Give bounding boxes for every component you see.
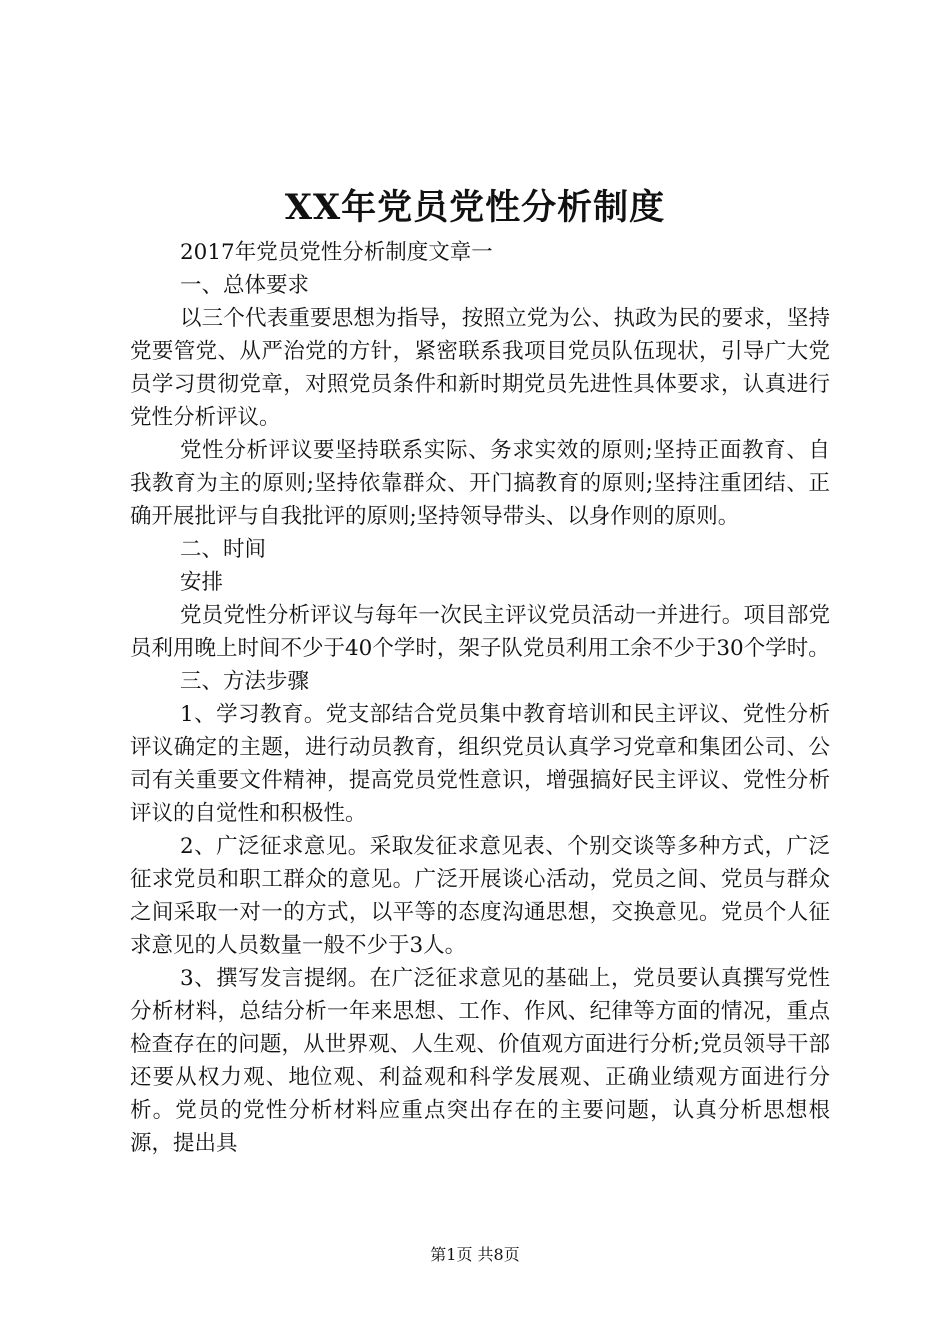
paragraph-heading-3: 三、方法步骤 <box>180 669 310 694</box>
document-title: XX年党员党性分析制度 <box>284 187 666 228</box>
paragraph: 2、广泛征求意见。采取发征求意见表、个别交谈等多种方式，广泛征求党员和职工群众的意见。广泛开展谈心活动，党员之间、党员与群众之间采取一对一的方式，以平等的态度沟通思想，交换意见。党员个人征求意见的人员数量一般不少于3人。 <box>130 834 830 958</box>
paragraph-subtitle: 2017年党员党性分析制度文章一 <box>180 240 493 265</box>
paragraph: 安排 <box>180 570 224 595</box>
paragraph: 以三个代表重要思想为指导，按照立党为公、执政为民的要求，坚持党要管党、从严治党的方针，紧密联系我项目党员队伍现状，引导广大党员学习贯彻党章，对照党员条件和新时期党员先进性具体要求，认真进行党性分析评议。 <box>130 306 830 430</box>
page-footer: 第1页 共8页 <box>430 1245 520 1264</box>
paragraph-heading-2: 二、时间 <box>180 537 267 562</box>
paragraph: 3、撰写发言提纲。在广泛征求意见的基础上，党员要认真撰写党性分析材料，总结分析一年来思想、工作、作风、纪律等方面的情况，重点检查存在的问题，从世界观、人生观、价值观方面进行分析;党员领导干部还要从权力观、地位观、利益观和科学发展观、正确业绩观方面进行分析。党员的党性分析材料应重点突出存在的主要问题，认真分析思想根源，提出具 <box>130 966 830 1156</box>
paragraph-heading-1: 一、总体要求 <box>180 273 310 298</box>
document-body <box>130 236 830 1160</box>
paragraph: 1、学习教育。党支部结合党员集中教育培训和民主评议、党性分析评议确定的主题，进行动员教育，组织党员认真学习党章和集团公司、公司有关重要文件精神，提高党员党性意识，增强搞好民主评议、党性分析评议的自觉性和积极性。 <box>130 702 830 826</box>
paragraph: 党性分析评议要坚持联系实际、务求实效的原则;坚持正面教育、自我教育为主的原则;坚持依靠群众、开门搞教育的原则;坚持注重团结、正确开展批评与自我批评的原则;坚持领导带头、以身作则的原则。 <box>130 438 830 529</box>
paragraph: 党员党性分析评议与每年一次民主评议党员活动一并进行。项目部党员利用晚上时间不少于40个学时，架子队党员利用工余不少于30个学时。 <box>130 603 830 661</box>
